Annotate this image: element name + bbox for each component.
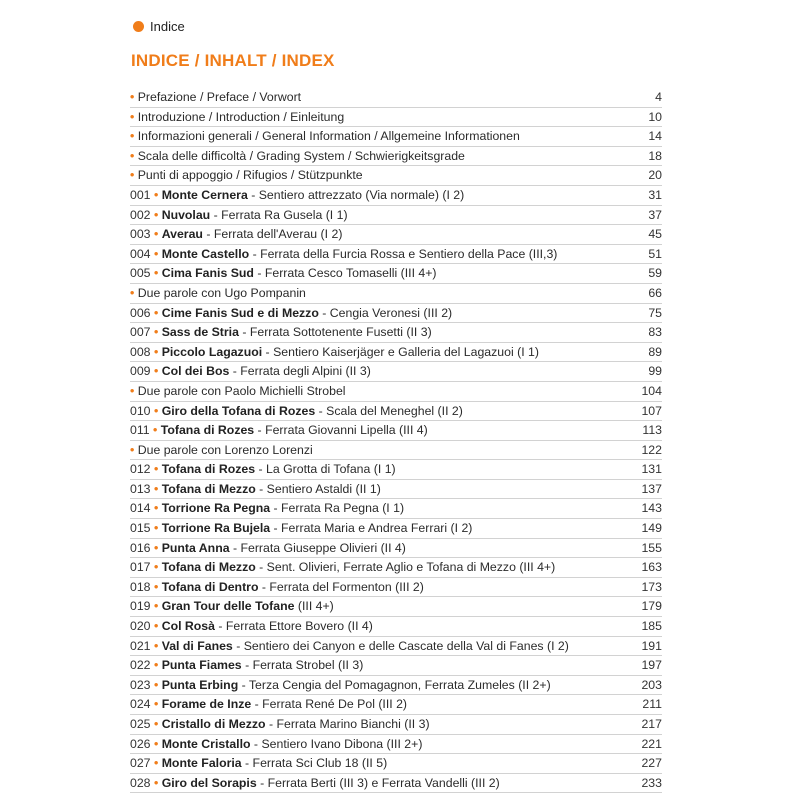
entry-description: Informazioni generali / General Information / Allgemeine Informationen bbox=[137, 129, 520, 144]
toc-entry-text bbox=[130, 735, 422, 754]
bullet-icon: • bbox=[153, 658, 159, 673]
page-number: 163 bbox=[641, 560, 662, 575]
route-name: Tofana di Rozes bbox=[160, 423, 255, 438]
entry-description: - Ferrata dell'Averau (I 2) bbox=[202, 227, 343, 242]
page-number: 122 bbox=[641, 442, 662, 457]
route-number: 009 bbox=[130, 364, 151, 379]
route-name: Forame de Inze bbox=[161, 697, 252, 712]
route-number: 018 bbox=[130, 579, 151, 594]
entry-description: - Ferrata Giovanni Lipella (III 4) bbox=[254, 423, 428, 438]
toc-entry[interactable] bbox=[130, 480, 662, 500]
bullet-icon: • bbox=[153, 344, 159, 359]
entry-description: Prefazione / Preface / Vorwort bbox=[137, 90, 302, 104]
toc-entry[interactable] bbox=[130, 460, 662, 480]
page-number: 149 bbox=[641, 521, 662, 536]
toc-entry[interactable] bbox=[130, 774, 662, 794]
bullet-icon: • bbox=[130, 285, 135, 300]
route-name: Giro della Tofana di Rozes bbox=[161, 403, 316, 418]
route-name: Monte Faloria bbox=[161, 756, 242, 771]
route-name: Punta Fiames bbox=[161, 658, 242, 673]
toc-entry-text bbox=[130, 539, 406, 558]
toc-entry-text bbox=[130, 558, 555, 577]
entry-description: Due parole con Paolo Michielli Strobel bbox=[137, 383, 346, 398]
bullet-icon: • bbox=[153, 325, 159, 340]
toc-entry[interactable] bbox=[130, 656, 662, 676]
bullet-icon: • bbox=[153, 403, 159, 418]
toc-entry[interactable] bbox=[130, 166, 662, 186]
entry-description: - Ferrata del Formenton (III 2) bbox=[258, 579, 424, 594]
bullet-icon: • bbox=[153, 619, 159, 634]
page-number: 59 bbox=[648, 266, 662, 281]
bullet-icon: • bbox=[153, 521, 159, 536]
route-name: Punta Erbing bbox=[161, 677, 239, 692]
toc-entry-text bbox=[130, 656, 363, 675]
entry-description: - Ferrata Ettore Bovero (II 4) bbox=[214, 619, 373, 634]
route-number: 021 bbox=[130, 638, 151, 653]
page-number: 211 bbox=[642, 697, 662, 712]
entry-description: - Ferrata Berti (III 3) e Ferrata Vandelli (III 2) bbox=[256, 775, 500, 790]
toc-entry-text bbox=[130, 402, 463, 421]
toc-entry[interactable] bbox=[130, 206, 662, 226]
route-name: Monte Cristallo bbox=[161, 736, 251, 751]
route-number: 010 bbox=[130, 403, 151, 418]
bullet-icon: • bbox=[153, 756, 159, 771]
section-header-label: Indice bbox=[150, 19, 185, 34]
toc-entry-text bbox=[130, 774, 500, 793]
toc-entry[interactable] bbox=[130, 304, 662, 324]
route-number: 027 bbox=[130, 756, 151, 771]
page-number: 51 bbox=[648, 246, 662, 261]
entry-description: - Ferrata Sci Club 18 (II 5) bbox=[241, 756, 388, 771]
entry-description: - Sentiero attrezzato (Via normale) (I 2) bbox=[247, 187, 465, 202]
toc-entry[interactable] bbox=[130, 421, 662, 441]
route-number: 026 bbox=[130, 736, 151, 751]
toc-entry[interactable] bbox=[130, 558, 662, 578]
toc-entry[interactable] bbox=[130, 754, 662, 774]
route-name: Torrione Ra Bujela bbox=[161, 521, 271, 536]
toc-entry[interactable] bbox=[130, 499, 662, 519]
entry-description: - Sentiero Astaldi (II 1) bbox=[255, 481, 381, 496]
route-name: Monte Castello bbox=[161, 246, 250, 261]
route-name: Piccolo Lagazuoi bbox=[161, 344, 263, 359]
page-number: 37 bbox=[648, 207, 662, 222]
toc-entry-text bbox=[130, 304, 452, 323]
bullet-icon: • bbox=[153, 462, 159, 477]
entry-description: - Ferrata Marino Bianchi (II 3) bbox=[265, 717, 430, 731]
entry-description: - Ferrata Sottotenente Fusetti (II 3) bbox=[238, 325, 432, 340]
bullet-icon: • bbox=[153, 697, 159, 712]
toc-entry-text bbox=[130, 323, 432, 342]
page-number: 75 bbox=[648, 305, 662, 320]
entry-description: Due parole con Lorenzo Lorenzi bbox=[137, 442, 313, 457]
toc-entry-text bbox=[130, 382, 346, 401]
entry-description: - Sentiero Kaiserjäger e Galleria del Lagazuoi (I 1) bbox=[262, 344, 539, 359]
route-name: Giro del Sorapis bbox=[161, 775, 257, 790]
entry-description: - Ferrata Strobel (II 3) bbox=[241, 658, 364, 673]
bullet-icon: • bbox=[153, 246, 159, 261]
bullet-icon: • bbox=[153, 423, 158, 438]
toc-entry[interactable] bbox=[130, 441, 662, 461]
toc-entry-text bbox=[130, 676, 551, 695]
route-name: Cima Fanis Sud bbox=[161, 266, 254, 281]
bullet-icon: • bbox=[153, 207, 159, 222]
entry-description: - Scala del Meneghel (II 2) bbox=[315, 403, 463, 418]
toc-entry-text bbox=[130, 617, 373, 636]
toc-entry[interactable] bbox=[130, 735, 662, 755]
toc-entry-text bbox=[130, 127, 520, 146]
route-name: Cristallo di Mezzo bbox=[161, 717, 266, 731]
entry-description: - Ferrata Ra Gusela (I 1) bbox=[210, 207, 348, 222]
page-number: 104 bbox=[641, 383, 662, 398]
page-number: 45 bbox=[648, 227, 662, 242]
route-number: 011 bbox=[130, 423, 150, 438]
entry-description: - Ferrata degli Alpini (II 3) bbox=[229, 364, 371, 379]
toc-entry-text bbox=[130, 715, 430, 734]
toc-entry-text bbox=[130, 284, 306, 303]
bullet-icon: • bbox=[153, 736, 159, 751]
entry-description: - Ferrata Ra Pegna (I 1) bbox=[270, 501, 405, 516]
entry-description: Introduzione / Introduction / Einleitung bbox=[137, 109, 345, 124]
route-number: 017 bbox=[130, 560, 151, 575]
bullet-icon: • bbox=[130, 168, 135, 183]
page-number: 203 bbox=[641, 677, 662, 692]
route-name: Tofana di Rozes bbox=[161, 462, 256, 477]
toc-entry[interactable] bbox=[130, 362, 662, 382]
bullet-icon: • bbox=[153, 305, 159, 320]
toc-entry[interactable] bbox=[130, 147, 662, 167]
toc-entry-text bbox=[130, 343, 539, 362]
page-number: 89 bbox=[648, 344, 662, 359]
toc-entry-text bbox=[130, 245, 557, 264]
entry-description: - Ferrata René De Pol (III 2) bbox=[251, 697, 408, 712]
page-number: 66 bbox=[648, 285, 662, 300]
page-number: 179 bbox=[641, 599, 662, 614]
bullet-icon: • bbox=[153, 481, 159, 496]
page-number: 99 bbox=[648, 364, 662, 379]
bullet-icon: • bbox=[153, 638, 159, 653]
route-name: Averau bbox=[161, 227, 203, 242]
toc-entry-text bbox=[130, 460, 396, 479]
page-number: 217 bbox=[641, 717, 662, 731]
route-number: 007 bbox=[130, 325, 151, 340]
route-number: 001 bbox=[130, 187, 151, 202]
entry-description: - Ferrata Cesco Tomaselli (III 4+) bbox=[253, 266, 437, 281]
route-number: 024 bbox=[130, 697, 151, 712]
page-number: 185 bbox=[641, 619, 662, 634]
route-number: 014 bbox=[130, 501, 151, 516]
entry-description: - Sentiero dei Canyon e delle Cascate della Val di Fanes (I 2) bbox=[232, 638, 569, 653]
toc-entry-text bbox=[130, 695, 407, 714]
page-number: 113 bbox=[642, 423, 662, 438]
entry-description: - La Grotta di Tofana (I 1) bbox=[255, 462, 396, 477]
route-number: 019 bbox=[130, 599, 151, 614]
toc-entry-text bbox=[130, 421, 428, 440]
entry-description: Due parole con Ugo Pompanin bbox=[137, 285, 306, 300]
toc-entry[interactable] bbox=[130, 578, 662, 598]
route-name: Tofana di Dentro bbox=[161, 579, 259, 594]
orange-dot-icon bbox=[133, 21, 144, 32]
route-number: 006 bbox=[130, 305, 151, 320]
page-number: 14 bbox=[648, 129, 662, 144]
bullet-icon: • bbox=[153, 560, 159, 575]
toc-entry[interactable] bbox=[130, 225, 662, 245]
route-number: 028 bbox=[130, 775, 151, 790]
entry-description: Scala delle difficoltà / Grading System / Schwierigkeitsgrade bbox=[137, 148, 465, 163]
bullet-icon: • bbox=[153, 501, 159, 516]
toc-entry-text bbox=[130, 519, 472, 538]
toc-entry-text bbox=[130, 264, 437, 283]
bullet-icon: • bbox=[153, 364, 159, 379]
route-name: Val di Fanes bbox=[161, 638, 233, 653]
toc-entry-text bbox=[130, 225, 342, 244]
bullet-icon: • bbox=[153, 599, 159, 614]
page-number: 18 bbox=[648, 148, 662, 163]
toc-entry-text bbox=[130, 166, 363, 185]
bullet-icon: • bbox=[130, 383, 135, 398]
route-number: 004 bbox=[130, 246, 151, 261]
page-title: INDICE / INHALT / INDEX bbox=[131, 51, 335, 70]
page-number: 143 bbox=[641, 501, 662, 516]
page-number: 137 bbox=[641, 481, 662, 496]
page-number: 131 bbox=[641, 462, 662, 477]
toc-entry-text bbox=[130, 578, 424, 597]
toc-entry[interactable] bbox=[130, 539, 662, 559]
bullet-icon: • bbox=[153, 187, 159, 202]
route-number: 015 bbox=[130, 521, 151, 536]
bullet-icon: • bbox=[130, 129, 135, 144]
toc-entry-text bbox=[130, 108, 344, 127]
toc-entry-text bbox=[130, 206, 348, 225]
bullet-icon: • bbox=[130, 442, 135, 457]
route-number: 003 bbox=[130, 227, 151, 242]
page-number: 10 bbox=[648, 109, 662, 124]
entry-description: Punti di appoggio / Rifugios / Stützpunkte bbox=[137, 168, 363, 183]
entry-description: - Sent. Olivieri, Ferrate Aglio e Tofana di Mezzo (III 4+) bbox=[255, 560, 556, 575]
bullet-icon: • bbox=[153, 717, 159, 731]
toc-entry[interactable] bbox=[130, 676, 662, 696]
page-number: 31 bbox=[648, 187, 662, 202]
page-number: 221 bbox=[641, 736, 662, 751]
table-of-contents bbox=[130, 88, 662, 793]
toc-entry[interactable] bbox=[130, 88, 662, 108]
toc-entry[interactable] bbox=[130, 382, 662, 402]
route-name: Sass de Stria bbox=[161, 325, 239, 340]
route-number: 012 bbox=[130, 462, 151, 477]
page-number: 107 bbox=[641, 403, 662, 418]
toc-entry[interactable] bbox=[130, 284, 662, 304]
toc-entry[interactable] bbox=[130, 245, 662, 265]
route-number: 022 bbox=[130, 658, 151, 673]
toc-entry-text bbox=[130, 637, 569, 656]
bullet-icon: • bbox=[130, 90, 135, 104]
bullet-icon: • bbox=[153, 540, 159, 555]
bullet-icon: • bbox=[153, 775, 159, 790]
route-name: Nuvolau bbox=[161, 207, 211, 222]
toc-entry-text bbox=[130, 597, 334, 616]
bullet-icon: • bbox=[153, 579, 159, 594]
route-number: 020 bbox=[130, 619, 151, 634]
toc-entry-text bbox=[130, 362, 371, 381]
toc-entry[interactable] bbox=[130, 597, 662, 617]
page-number: 20 bbox=[648, 168, 662, 183]
page-number: 191 bbox=[641, 638, 662, 653]
route-name: Tofana di Mezzo bbox=[161, 481, 256, 496]
route-number: 013 bbox=[130, 481, 151, 496]
bullet-icon: • bbox=[130, 109, 135, 124]
route-name: Col dei Bos bbox=[161, 364, 230, 379]
entry-description: (III 4+) bbox=[294, 599, 334, 614]
page-number: 227 bbox=[641, 756, 662, 771]
page-number: 173 bbox=[641, 579, 662, 594]
route-name: Tofana di Mezzo bbox=[161, 560, 256, 575]
route-number: 023 bbox=[130, 677, 151, 692]
toc-entry[interactable] bbox=[130, 617, 662, 637]
toc-entry[interactable] bbox=[130, 402, 662, 422]
section-header bbox=[133, 19, 185, 34]
toc-entry-text bbox=[130, 480, 381, 499]
page-number: 83 bbox=[648, 325, 662, 340]
toc-entry-text bbox=[130, 186, 464, 205]
toc-entry-text bbox=[130, 441, 313, 460]
route-name: Monte Cernera bbox=[161, 187, 248, 202]
toc-entry[interactable] bbox=[130, 323, 662, 343]
page-number: 197 bbox=[641, 658, 662, 673]
toc-entry[interactable] bbox=[130, 108, 662, 128]
toc-entry[interactable] bbox=[130, 343, 662, 363]
page-number: 233 bbox=[641, 775, 662, 790]
toc-entry-text bbox=[130, 147, 465, 166]
entry-description: - Cengia Veronesi (III 2) bbox=[318, 305, 453, 320]
page-number: 155 bbox=[641, 540, 662, 555]
route-number: 005 bbox=[130, 266, 151, 281]
route-number: 016 bbox=[130, 540, 151, 555]
toc-entry[interactable] bbox=[130, 127, 662, 147]
toc-entry-text bbox=[130, 754, 387, 773]
toc-entry-text bbox=[130, 499, 404, 518]
toc-entry[interactable] bbox=[130, 695, 662, 715]
page-number: 4 bbox=[655, 90, 662, 104]
toc-entry[interactable] bbox=[130, 519, 662, 539]
bullet-icon: • bbox=[153, 227, 159, 242]
toc-entry[interactable] bbox=[130, 186, 662, 206]
toc-entry[interactable] bbox=[130, 264, 662, 284]
bullet-icon: • bbox=[130, 148, 135, 163]
bullet-icon: • bbox=[153, 677, 159, 692]
route-name: Cime Fanis Sud e di Mezzo bbox=[161, 305, 319, 320]
entry-description: - Ferrata della Furcia Rossa e Sentiero della Pace (III,3) bbox=[249, 246, 558, 261]
route-name: Torrione Ra Pegna bbox=[161, 501, 271, 516]
route-name: Col Rosà bbox=[161, 619, 215, 634]
entry-description: - Sentiero Ivano Dibona (III 2+) bbox=[250, 736, 423, 751]
entry-description: - Terza Cengia del Pomagagnon, Ferrata Zumeles (II 2+) bbox=[238, 677, 551, 692]
toc-entry[interactable] bbox=[130, 637, 662, 657]
route-name: Punta Anna bbox=[161, 540, 230, 555]
toc-entry[interactable] bbox=[130, 715, 662, 735]
route-number: 002 bbox=[130, 207, 151, 222]
entry-description: - Ferrata Maria e Andrea Ferrari (I 2) bbox=[270, 521, 473, 536]
bullet-icon: • bbox=[153, 266, 159, 281]
entry-description: - Ferrata Giuseppe Olivieri (II 4) bbox=[229, 540, 406, 555]
route-number: 025 bbox=[130, 717, 151, 731]
route-name: Gran Tour delle Tofane bbox=[161, 599, 295, 614]
route-number: 008 bbox=[130, 344, 151, 359]
toc-entry-text bbox=[130, 88, 301, 107]
